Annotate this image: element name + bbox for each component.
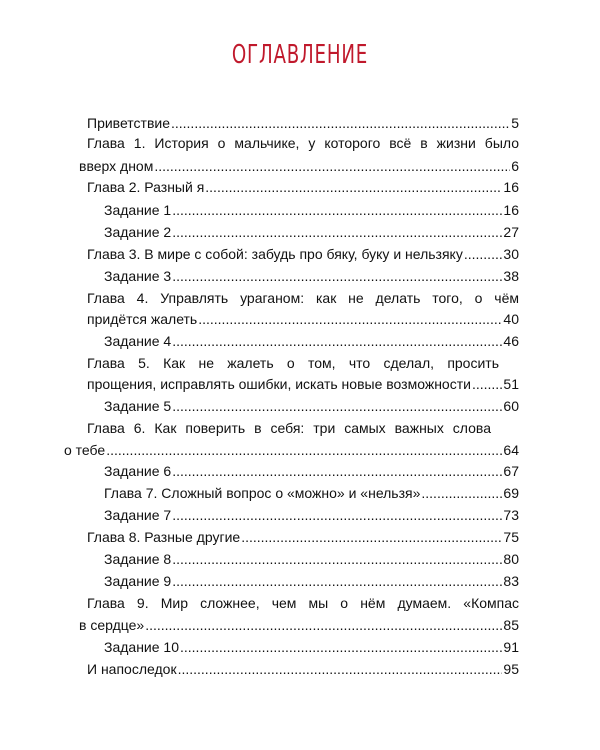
toc-entry-title: придётся жалеть	[87, 311, 198, 327]
toc-entry-line[interactable]: Глава 4. Управлять ураганом: как не делать того, о чём	[87, 290, 519, 306]
toc-page-number: 67	[503, 463, 519, 479]
toc-entry-title: Глава 3. В мире с собой: забудь про бяку, буку и нельзяку	[87, 246, 463, 262]
toc-page-number: 5	[511, 115, 519, 131]
toc-entry[interactable]	[104, 222, 519, 242]
toc-entry[interactable]	[104, 505, 519, 525]
toc-entry-title: Задание 1	[104, 202, 172, 218]
toc-entry-title: в сердце»	[79, 617, 145, 633]
toc-entry-title: прощения, исправлять ошибки, искать новые возможности	[87, 376, 471, 392]
toc-entry[interactable]	[87, 244, 519, 264]
toc-page-number: 16	[503, 202, 519, 218]
dot-leader	[180, 637, 502, 657]
toc-entry-title: о тебе	[64, 442, 106, 458]
toc-entry-title: Задание 3	[104, 268, 172, 284]
toc-entry-line[interactable]: Глава 6. Как поверить в себя: три самых важных слова	[87, 420, 491, 436]
dot-leader	[145, 615, 502, 635]
toc-page-number: 73	[503, 507, 519, 523]
toc-entry-title: Задание 4	[104, 333, 172, 349]
toc-entry-title: Задание 9	[104, 573, 172, 589]
dot-leader	[172, 200, 502, 220]
toc-page-number: 83	[503, 573, 519, 589]
toc-entry-title: вверх дном	[79, 158, 154, 174]
toc-entry-title: Задание 7	[104, 507, 172, 523]
toc-page-number: 60	[503, 398, 519, 414]
dot-leader	[106, 440, 502, 460]
dot-leader	[198, 309, 502, 329]
toc-entry[interactable]	[104, 571, 519, 591]
toc-page-number: 91	[503, 639, 519, 655]
page-title: ОГЛАВЛЕНИЕ	[231, 40, 369, 70]
toc-entry[interactable]	[79, 615, 519, 635]
toc-page-number: 16	[503, 179, 519, 195]
toc-entry-title: Приветствие	[87, 115, 170, 131]
toc-entry-line[interactable]: Глава 1. История о мальчике, у которого всё в жизни было	[87, 135, 519, 151]
toc-entry[interactable]	[104, 637, 519, 657]
dot-leader	[172, 222, 502, 242]
dot-leader	[178, 659, 503, 679]
toc-entry[interactable]	[104, 331, 519, 351]
dot-leader	[171, 113, 510, 133]
dot-leader	[172, 331, 502, 351]
dot-leader	[421, 483, 502, 503]
toc-entry[interactable]	[87, 309, 519, 329]
toc-entry-title: И напоследок	[87, 661, 177, 677]
toc-entry[interactable]	[87, 177, 519, 197]
dot-leader	[172, 396, 502, 416]
toc-page-number: 95	[503, 661, 519, 677]
toc-page-number: 85	[503, 617, 519, 633]
toc-page-number: 69	[503, 485, 519, 501]
dot-leader	[205, 177, 502, 197]
toc-entry[interactable]	[104, 396, 519, 416]
toc-entry-title: Глава 2. Разный я	[87, 179, 205, 195]
toc-page-number: 6	[511, 158, 519, 174]
toc-entry-title: Задание 2	[104, 224, 172, 240]
toc-entry-title: Задание 6	[104, 463, 172, 479]
toc-page-number: 64	[503, 442, 519, 458]
toc-page-number: 40	[503, 311, 519, 327]
toc-entry-line[interactable]: Глава 9. Мир сложнее, чем мы о нём думаем. «Компас	[87, 595, 519, 611]
dot-leader	[172, 571, 502, 591]
toc-page-number: 38	[503, 268, 519, 284]
toc-page-number: 30	[503, 246, 519, 262]
toc-entry[interactable]	[87, 659, 519, 679]
toc-entry-title: Задание 5	[104, 398, 172, 414]
toc-entry[interactable]	[104, 461, 519, 481]
toc-entry-title: Глава 7. Сложный вопрос о «можно» и «нельзя»	[104, 485, 421, 501]
toc-page-number: 51	[503, 376, 519, 392]
dot-leader	[172, 549, 502, 569]
dot-leader	[172, 461, 502, 481]
toc-entry-title: Задание 10	[104, 639, 179, 655]
toc-entry-line[interactable]: Глава 5. Как не жалеть о том, что сделал, просить	[87, 355, 499, 371]
toc-entry[interactable]	[87, 113, 519, 133]
toc-entry[interactable]	[104, 483, 519, 503]
toc-entry[interactable]	[104, 200, 519, 220]
toc-page-number: 46	[503, 333, 519, 349]
toc-page-number: 27	[503, 224, 519, 240]
toc-page-number: 75	[503, 529, 519, 545]
toc-entry[interactable]	[79, 156, 519, 176]
toc-entry[interactable]	[104, 266, 519, 286]
dot-leader	[172, 505, 502, 525]
toc-entry-title: Задание 8	[104, 551, 172, 567]
toc-entry[interactable]	[87, 374, 519, 394]
dot-leader	[172, 266, 502, 286]
dot-leader	[154, 156, 510, 176]
dot-leader	[241, 527, 502, 547]
toc-entry[interactable]	[87, 527, 519, 547]
dot-leader	[464, 244, 503, 264]
toc-entry[interactable]	[104, 549, 519, 569]
dot-leader	[472, 374, 502, 394]
toc-entry[interactable]	[64, 440, 519, 460]
toc-page-number: 80	[503, 551, 519, 567]
toc-entry-title: Глава 8. Разные другие	[87, 529, 241, 545]
